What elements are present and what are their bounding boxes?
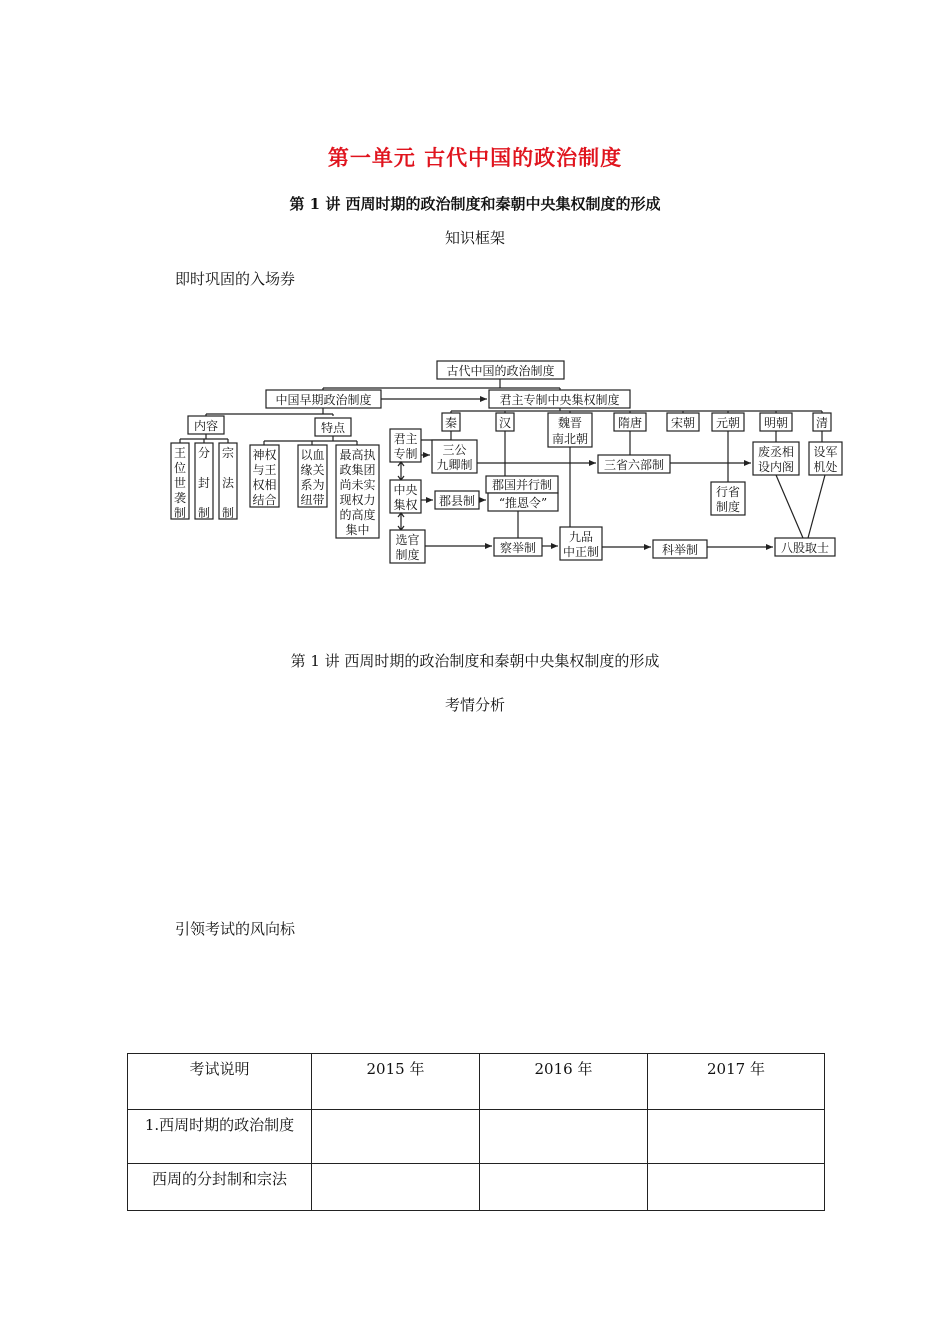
svg-text:设军: 设军 (813, 445, 838, 459)
centralization-node (390, 480, 421, 513)
svg-text:集权: 集权 (393, 498, 418, 512)
svg-text:行省: 行省 (715, 485, 741, 499)
svg-text:设内阁: 设内阁 (757, 460, 795, 474)
svg-text:袭: 袭 (173, 491, 187, 505)
lesson-title: 第 1 讲 西周时期的政治制度和秦朝中央集权制度的形成 (289, 195, 661, 213)
dynasty-qing (813, 413, 831, 431)
svg-text:内容: 内容 (193, 419, 219, 433)
svg-text:选官: 选官 (395, 533, 420, 547)
svg-text:中正制: 中正制 (562, 545, 600, 559)
svg-text:集中: 集中 (345, 523, 370, 537)
svg-text:清: 清 (815, 416, 829, 430)
table-cell (648, 1164, 825, 1211)
three-lords-nine-ministers-node (432, 440, 477, 473)
section-label-exam-trend: 引领考试的风向标 (175, 920, 296, 938)
dynasty-suitang (614, 413, 646, 431)
abolish-chancellor-node (753, 442, 799, 475)
unit-title: 第一单元 古代中国的政治制度 (327, 145, 623, 170)
eight-legged-essay-node (775, 538, 835, 556)
svg-text:的高度: 的高度 (339, 508, 376, 522)
dynasty-han (496, 413, 514, 431)
svg-text:“推恩令”: “推恩令” (498, 496, 548, 510)
svg-text:位: 位 (173, 461, 187, 475)
feature-not-centralized (336, 445, 379, 538)
svg-text:王: 王 (173, 446, 187, 460)
commandery-state-node (486, 476, 558, 493)
svg-text:科举制: 科举制 (661, 543, 699, 557)
table-cell (312, 1110, 480, 1164)
svg-text:分: 分 (197, 446, 211, 460)
svg-text:制: 制 (197, 506, 211, 520)
svg-text:系为: 系为 (300, 478, 325, 492)
three-departments-node (598, 455, 670, 473)
svg-text:君主: 君主 (393, 432, 418, 446)
table-cell (648, 1110, 825, 1164)
svg-text:中央: 中央 (393, 483, 418, 497)
monarchy-autocracy-node (390, 429, 421, 462)
svg-text:世: 世 (173, 476, 187, 490)
svg-text:八股取士: 八股取士 (780, 541, 830, 555)
table-cell (480, 1164, 648, 1211)
svg-text:三省六部制: 三省六部制 (603, 458, 665, 472)
feature-node (315, 418, 351, 436)
svg-text:南北朝: 南北朝 (551, 432, 589, 446)
official-selection-node (390, 530, 425, 563)
table-header-cell: 2016 年 (480, 1054, 648, 1110)
svg-text:权相: 权相 (252, 478, 277, 492)
svg-text:与王: 与王 (252, 463, 277, 477)
svg-text:三公: 三公 (442, 443, 467, 457)
svg-text:以血: 以血 (300, 448, 325, 462)
grand-council-node (809, 442, 842, 475)
svg-text:制度: 制度 (395, 548, 420, 562)
svg-text:魏晋: 魏晋 (557, 416, 583, 430)
item-hereditary-kingship (171, 443, 189, 520)
early-system-node (266, 390, 381, 408)
commandery-county-node (435, 491, 479, 509)
knowledge-framework-diagram (0, 0, 950, 620)
svg-text:制: 制 (221, 506, 235, 520)
svg-text:专制: 专制 (393, 447, 418, 461)
svg-text:机处: 机处 (813, 460, 838, 474)
table-cell: 1.西周时期的政治制度 (128, 1110, 312, 1164)
svg-text:现权力: 现权力 (339, 493, 376, 507)
root-node (437, 361, 564, 379)
svg-text:宋朝: 宋朝 (670, 416, 696, 430)
svg-text:尚未实: 尚未实 (339, 478, 376, 492)
table-header-cell: 2017 年 (648, 1054, 825, 1110)
svg-text:神权: 神权 (252, 448, 277, 462)
table-cell (312, 1164, 480, 1211)
svg-text:结合: 结合 (252, 493, 277, 507)
dynasty-qin (442, 413, 460, 431)
section-label-consolidation: 即时巩固的入场券 (175, 270, 296, 288)
svg-text:纽带: 纽带 (300, 493, 325, 507)
svg-text:隋唐: 隋唐 (617, 416, 643, 430)
svg-text:秦: 秦 (444, 416, 458, 430)
item-patriarchal-system (219, 443, 237, 520)
svg-text:最高执: 最高执 (339, 448, 376, 462)
dynasty-weijin (548, 413, 592, 447)
svg-text:封: 封 (197, 476, 211, 490)
table-cell (480, 1110, 648, 1164)
svg-text:九品: 九品 (568, 530, 594, 544)
recommendation-node (494, 538, 542, 556)
feature-theocracy (250, 445, 279, 507)
svg-text:宗: 宗 (221, 446, 235, 460)
svg-text:制度: 制度 (715, 500, 741, 514)
svg-text:中国早期政治制度: 中国早期政治制度 (275, 393, 372, 407)
dynasty-song (667, 413, 699, 431)
svg-text:君主专制中央集权制度: 君主专制中央集权制度 (499, 393, 620, 407)
svg-text:郡国并行制: 郡国并行制 (491, 478, 553, 492)
content-node (188, 416, 224, 434)
svg-text:元朝: 元朝 (715, 416, 741, 430)
exam-analysis-table (127, 1053, 825, 1211)
table-row (128, 1164, 825, 1211)
province-system-node (711, 482, 745, 515)
table-cell: 西周的分封制和宗法 (128, 1164, 312, 1211)
svg-text:特点: 特点 (320, 421, 346, 435)
dynasty-ming (760, 413, 792, 431)
svg-text:政集团: 政集团 (339, 463, 376, 477)
svg-text:法: 法 (221, 476, 235, 490)
central-system-node (489, 390, 630, 408)
feature-kinship (298, 445, 327, 507)
imperial-exam-node (653, 540, 707, 558)
svg-text:废丞相: 废丞相 (757, 445, 795, 459)
analysis-heading: 考情分析 (444, 696, 505, 714)
svg-text:制: 制 (173, 506, 187, 520)
table-header-row (128, 1054, 825, 1110)
table-header-cell: 2015 年 (312, 1054, 480, 1110)
nine-rank-node (560, 527, 602, 560)
svg-text:察举制: 察举制 (499, 541, 537, 555)
lesson-title-repeat: 第 1 讲 西周时期的政治制度和秦朝中央集权制度的形成 (290, 652, 660, 670)
svg-text:缘关: 缘关 (300, 463, 325, 477)
grace-decree-node (488, 493, 558, 511)
dynasty-yuan (712, 413, 744, 431)
item-feudal-system (195, 443, 213, 520)
svg-text:九卿制: 九卿制 (436, 458, 473, 472)
svg-text:古代中国的政治制度: 古代中国的政治制度 (446, 364, 555, 378)
table-row (128, 1110, 825, 1164)
svg-text:汉: 汉 (498, 416, 512, 430)
table-header-cell: 考试说明 (128, 1054, 312, 1110)
svg-text:明朝: 明朝 (763, 416, 789, 430)
svg-text:郡县制: 郡县制 (438, 494, 476, 508)
framework-heading: 知识框架 (444, 229, 505, 247)
